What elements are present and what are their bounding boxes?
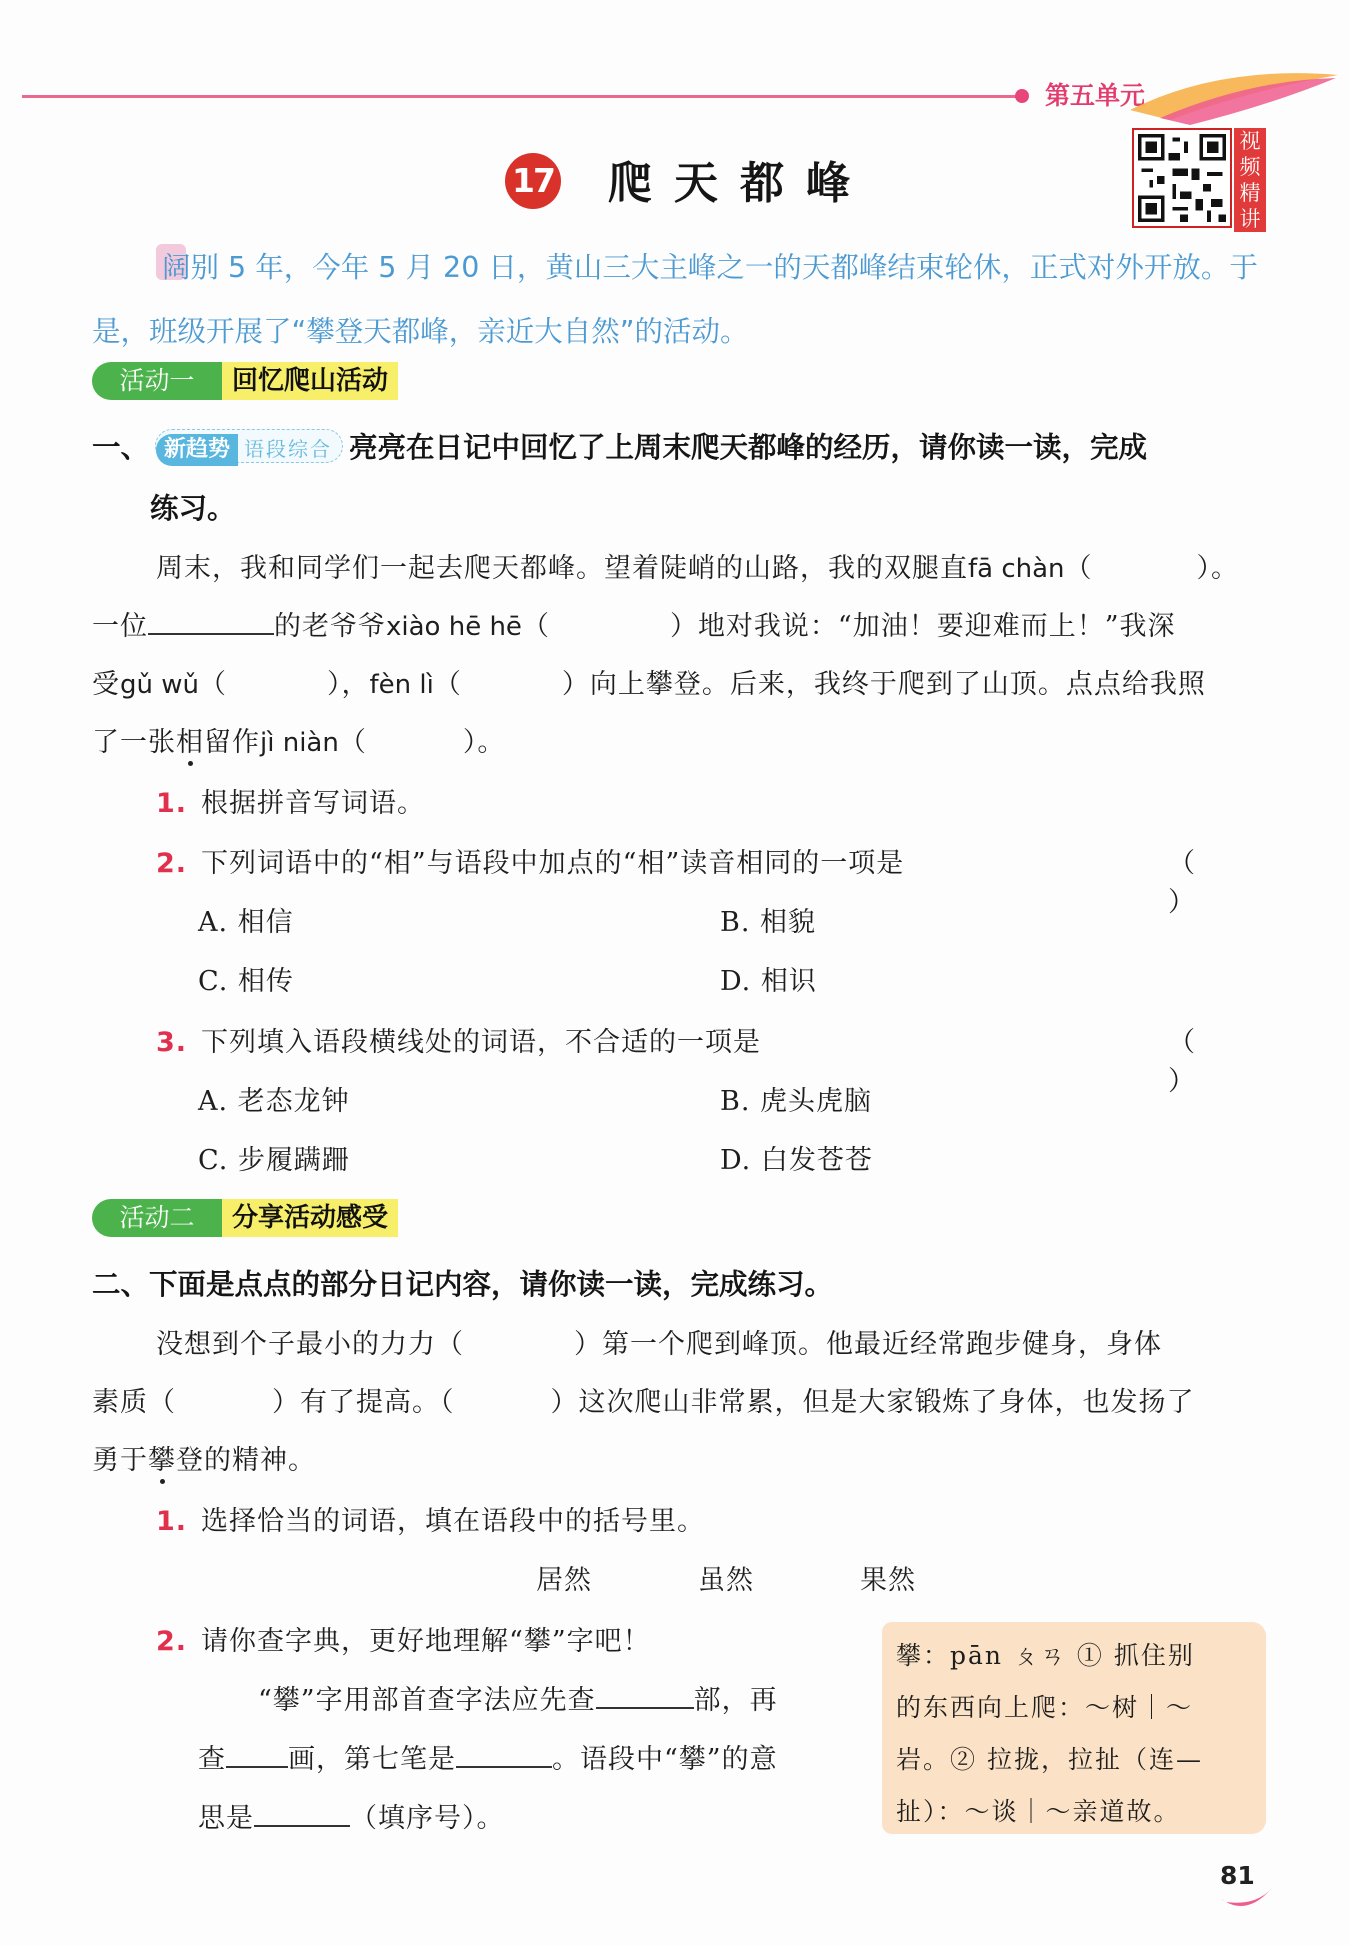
activity-two-tag: 活动二 bbox=[92, 1199, 222, 1237]
answer-blank[interactable] bbox=[148, 629, 274, 635]
passage-line-1: 周末，我和同学们一起去爬天都峰。望着陡峭的山路，我的双腿直fā chàn（ ）。 bbox=[156, 553, 1240, 584]
header-dot-icon bbox=[1015, 89, 1029, 103]
activity-two-title: 分享活动感受 bbox=[222, 1199, 398, 1237]
question-two-head: 二、下面是点点的部分日记内容，请你读一读，完成练习。 bbox=[92, 1268, 834, 1301]
passage-text: 思是 bbox=[198, 1803, 254, 1834]
answer-blank[interactable] bbox=[226, 1762, 288, 1768]
pinyin-prompt: gǔ wǔ bbox=[120, 670, 199, 700]
dictionary-line: 攀：pān ㄆㄢ ① 抓住别 bbox=[896, 1641, 1195, 1670]
activity-one-tag: 活动一 bbox=[92, 362, 222, 400]
page-number: 81 bbox=[1220, 1861, 1255, 1890]
pinyin-prompt: xiào hē hē bbox=[386, 612, 522, 642]
trend-badge-sub: 语段综合 bbox=[244, 437, 333, 461]
passage-text: “攀”字用部首查字法应先查 bbox=[258, 1685, 596, 1716]
answer-blank[interactable] bbox=[456, 1762, 552, 1768]
pinyin-prompt: fā chàn bbox=[968, 554, 1065, 584]
passage-text: 受 bbox=[92, 669, 120, 700]
dictionary-line: 岩。② 拉拢，拉扯（连— bbox=[896, 1745, 1203, 1774]
sub-question-number: 2. bbox=[156, 848, 188, 879]
passage-text: 向上攀登。后来，我终于爬到了山顶。点点给我照 bbox=[589, 669, 1206, 700]
option-a[interactable]: A. 老态龙钟 bbox=[198, 1086, 350, 1117]
option-c[interactable]: C. 步履蹒跚 bbox=[198, 1145, 350, 1176]
passage-text: 周末，我和同学们一起去爬天都峰。望着陡峭的山路，我的双腿直 bbox=[156, 553, 968, 584]
dictionary-line: 的东西向上爬：～树｜～ bbox=[896, 1693, 1194, 1722]
header-swoosh-icon bbox=[1130, 70, 1340, 125]
diary-line-2 bbox=[92, 1380, 1195, 1419]
video-explain-tag[interactable]: 视频精讲 bbox=[1234, 128, 1266, 232]
word-choice-1[interactable]: 居然 bbox=[536, 1565, 592, 1596]
answer-blank[interactable] bbox=[596, 1703, 694, 1709]
sub-question-text: 请你查字典，更好地理解“攀”字吧！ bbox=[201, 1626, 651, 1657]
passage-text: 查 bbox=[198, 1744, 226, 1775]
question-one-text: 亮亮在日记中回忆了上周末爬天都峰的经历，请你读一读，完成 bbox=[349, 431, 1148, 464]
question-one-prefix: 一、 bbox=[92, 431, 150, 464]
sub-question-2-2 bbox=[156, 1619, 651, 1658]
answer-choice-paren[interactable]: （ ） bbox=[1168, 1027, 1243, 1097]
passage-text: 画，第七笔是 bbox=[288, 1744, 456, 1775]
unit-label: 第五单元 bbox=[1045, 81, 1146, 110]
passage-text: 的老爷爷 bbox=[274, 611, 386, 642]
passage-text: 登的精神。 bbox=[176, 1445, 316, 1476]
sub-question-1-1 bbox=[156, 781, 425, 820]
sub-question-number: 2. bbox=[156, 1626, 188, 1657]
passage-text: ）第一个爬到峰顶。他最近经常跑步健身，身体 bbox=[574, 1329, 1162, 1360]
dictionary-question-line-1 bbox=[258, 1678, 778, 1717]
pinyin-prompt: fèn lì bbox=[369, 670, 434, 700]
activity-one-title: 回忆爬山活动 bbox=[222, 362, 398, 400]
sub-question-number: 1. bbox=[156, 1506, 188, 1537]
passage-text: （填序号）。 bbox=[350, 1803, 505, 1834]
sub-question-text: 根据拼音写词语。 bbox=[201, 788, 426, 819]
question-one-head bbox=[92, 425, 1147, 466]
passage-text: 地对我说：“加油！要迎难而上！”我深 bbox=[697, 611, 1176, 642]
passage-text: 。 bbox=[477, 727, 506, 758]
pinyin-prompt: jì niàn bbox=[260, 728, 339, 758]
passage-text: 留作 bbox=[204, 727, 260, 758]
sub-question-1-3 bbox=[156, 1020, 761, 1059]
sub-question-text: 下列词语中的“相”与语段中加点的“相”读音相同的一项是 bbox=[201, 848, 905, 879]
passage-text: 素质（ bbox=[92, 1387, 176, 1418]
qr-code-icon[interactable] bbox=[1132, 128, 1232, 228]
word-choice-2[interactable]: 虽然 bbox=[698, 1565, 754, 1596]
passage-text: ）有了提高。（ bbox=[272, 1387, 455, 1418]
sub-question-number: 1. bbox=[156, 788, 188, 819]
lesson-title: 爬天都峰 bbox=[608, 158, 872, 209]
passage-text: 一位 bbox=[92, 611, 148, 642]
diary-line-3 bbox=[92, 1438, 316, 1477]
dictionary-entry bbox=[896, 1630, 1256, 1838]
option-d[interactable]: D. 相识 bbox=[720, 966, 817, 997]
passage-text: 。语段中“攀”的意 bbox=[552, 1744, 778, 1775]
trend-badge-main: 新趋势 bbox=[156, 434, 238, 466]
dotted-character: 相 bbox=[176, 727, 204, 758]
sub-question-text: 下列填入语段横线处的词语，不合适的一项是 bbox=[201, 1027, 762, 1058]
passage-text: 没想到个子最小的力力（ bbox=[156, 1329, 464, 1360]
header-rule bbox=[22, 95, 1027, 98]
passage-text: 了一张 bbox=[92, 727, 176, 758]
passage-text: 。 bbox=[1211, 553, 1240, 584]
trend-badge bbox=[155, 429, 343, 463]
passage-line-2: 一位 的老爷爷xiào hē hē（ ）地对我说：“加油！要迎难而上！”我深 bbox=[92, 611, 1176, 642]
passage-text: 勇于 bbox=[92, 1445, 148, 1476]
dictionary-question-line-3 bbox=[198, 1796, 505, 1835]
dotted-character: 攀 bbox=[148, 1445, 176, 1476]
answer-blank[interactable] bbox=[254, 1821, 350, 1827]
word-choice-3[interactable]: 果然 bbox=[860, 1565, 916, 1596]
option-b[interactable]: B. 相貌 bbox=[720, 907, 817, 938]
option-b[interactable]: B. 虎头虎脑 bbox=[720, 1086, 873, 1117]
diary-line-1 bbox=[156, 1322, 1162, 1361]
option-d[interactable]: D. 白发苍苍 bbox=[720, 1145, 873, 1176]
passage-line-3: 受gǔ wǔ（ ），fèn lì（ ）向上攀登。后来，我终于爬到了山顶。点点给我照 bbox=[92, 669, 1206, 700]
dictionary-question-line-2 bbox=[198, 1737, 778, 1776]
sub-question-2-1 bbox=[156, 1499, 705, 1538]
dictionary-line: 扯）：～谈｜～亲道故。 bbox=[896, 1797, 1181, 1826]
passage-text: 部，再 bbox=[693, 1685, 778, 1716]
intro-paragraph: 阔别 5 年，今年 5 月 20 日，黄山三大主峰之一的天都峰结束轮休，正式对外开放。于是，班级开展了“攀登天都峰，亲近大自然”的活动。 bbox=[92, 251, 1258, 348]
sub-question-text: 选择恰当的词语，填在语段中的括号里。 bbox=[201, 1506, 706, 1537]
passage-line-4: 了一张相留作jì niàn（ ）。 bbox=[92, 727, 506, 758]
passage-text: ）这次爬山非常累，但是大家锻炼了身体，也发扬了 bbox=[550, 1387, 1195, 1418]
question-one-text-cont: 练习。 bbox=[150, 492, 236, 525]
sub-question-number: 3. bbox=[156, 1027, 188, 1058]
option-a[interactable]: A. 相信 bbox=[198, 907, 294, 938]
answer-choice-paren[interactable]: （ ） bbox=[1168, 848, 1243, 918]
option-c[interactable]: C. 相传 bbox=[198, 966, 294, 997]
lesson-number-badge: 17 bbox=[505, 153, 561, 209]
passage-text: ， bbox=[341, 669, 370, 700]
sub-question-1-2 bbox=[156, 841, 904, 880]
